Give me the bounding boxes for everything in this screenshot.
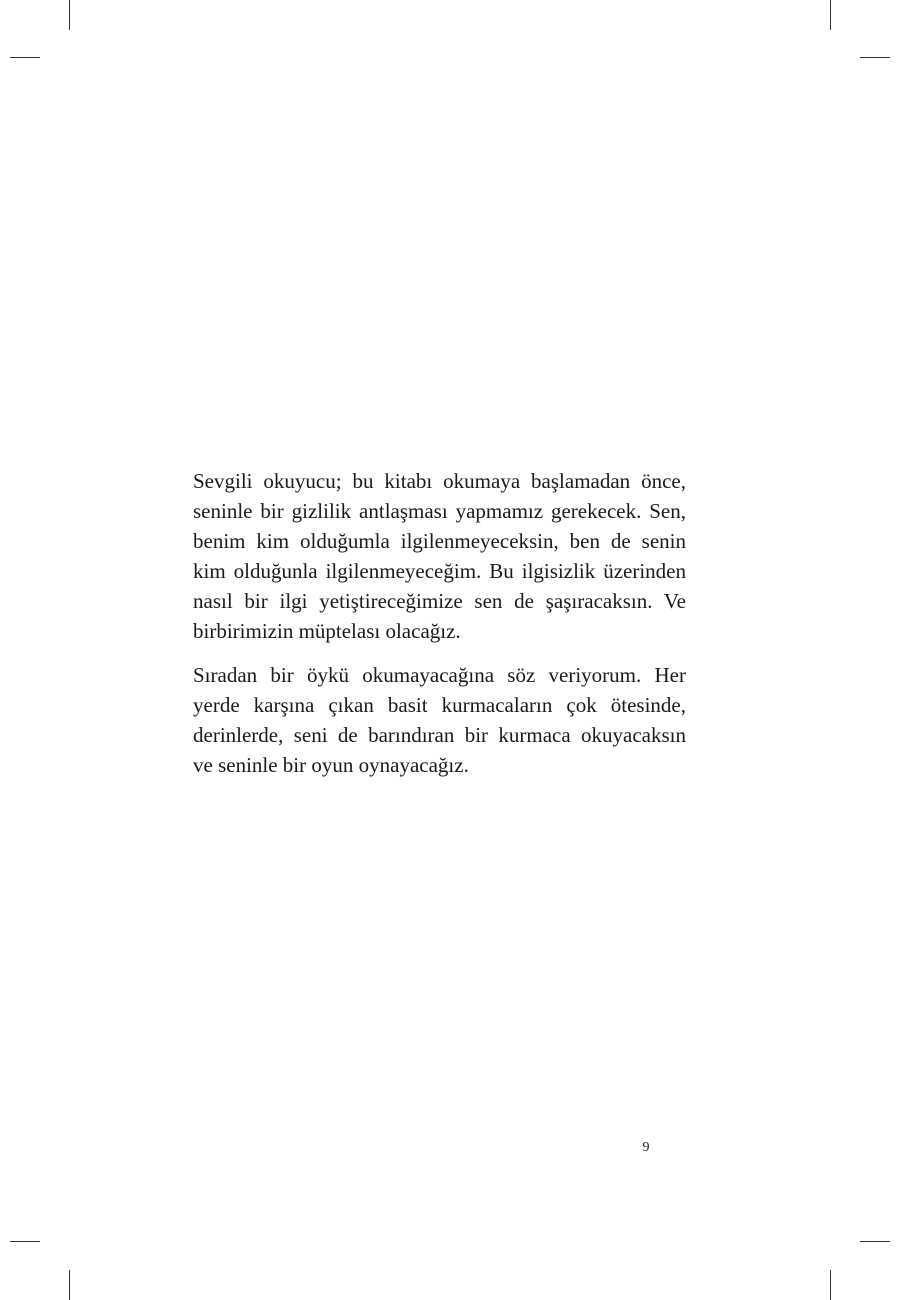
crop-mark-bottom-left-horizontal xyxy=(10,1241,40,1242)
crop-mark-top-left-horizontal xyxy=(10,57,40,58)
crop-mark-top-left-vertical xyxy=(69,0,70,30)
text-line: Sıradan bir öykü okumayacağına söz veriyorum. Her xyxy=(193,663,686,687)
text-line: yerde karşına çıkan basit kurmacaların çok ötesinde, xyxy=(193,693,686,717)
text-line: Sevgili okuyucu; bu kitabı okumaya başlamadan önce, xyxy=(193,469,686,493)
crop-mark-bottom-right-horizontal xyxy=(860,1241,890,1242)
paragraph-2 xyxy=(193,660,686,780)
text-line: benim kim olduğumla ilgilenmeyeceksin, ben de senin xyxy=(193,529,686,553)
text-line: birbirimizin müptelası olacağız. xyxy=(193,619,461,643)
text-line: seninle bir gizlilik antlaşması yapmamız gerekecek. Sen, xyxy=(193,499,686,523)
body-text xyxy=(193,466,686,780)
text-line: derinlerde, seni de barındıran bir kurmaca okuyacaksın xyxy=(193,723,686,747)
text-line: nasıl bir ilgi yetiştireceğimize sen de şaşıracaksın. Ve xyxy=(193,589,686,613)
crop-mark-bottom-left-vertical xyxy=(69,1270,70,1300)
paragraph-1 xyxy=(193,466,686,646)
text-line: ve seninle bir oyun oynayacağız. xyxy=(193,753,469,777)
page-number: 9 xyxy=(642,1140,650,1155)
text-line: kim olduğunla ilgilenmeyeceğim. Bu ilgisizlik üzerinden xyxy=(193,559,686,583)
crop-mark-top-right-vertical xyxy=(830,0,831,30)
crop-mark-top-right-horizontal xyxy=(860,57,890,58)
crop-mark-bottom-right-vertical xyxy=(830,1270,831,1300)
